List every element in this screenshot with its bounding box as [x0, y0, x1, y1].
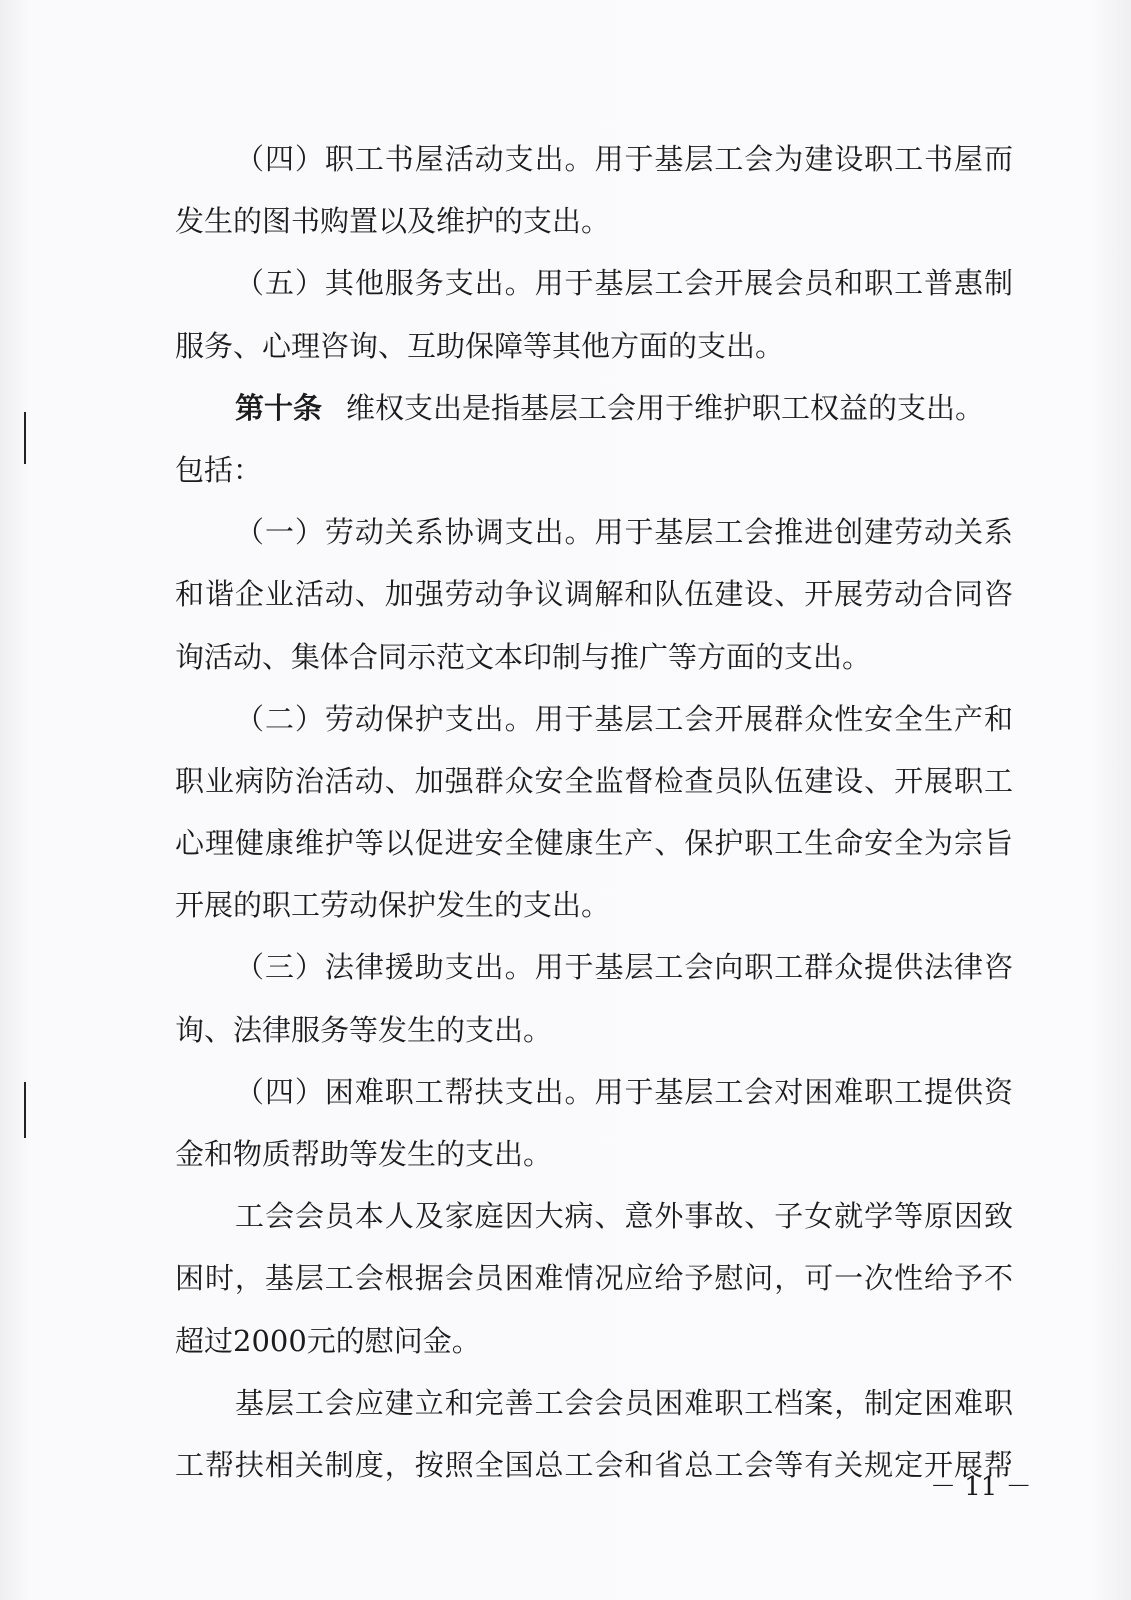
- text-line: 金和物质帮助等发生的支出。: [175, 1137, 553, 1171]
- text-line: （四）职工书屋活动支出。用于基层工会为建设职工书屋而: [235, 142, 1013, 176]
- text-line: （二）劳动保护支出。用于基层工会开展群众性安全生产和: [235, 701, 1013, 736]
- binding-mark-bottom: [24, 1082, 26, 1138]
- body-text: [175, 128, 1013, 1496]
- text-line: （三）法律援助支出。用于基层工会向职工群众提供法律咨: [235, 950, 1013, 985]
- text-line: （五）其他服务支出。用于基层工会开展会员和职工普惠制: [235, 266, 1013, 301]
- text-line: 包括：: [175, 452, 263, 487]
- binding-mark-top: [24, 412, 26, 464]
- text-line: 工帮扶相关制度，按照全国总工会和省总工会等有关规定开展帮: [175, 1447, 1013, 1482]
- page-number: － 11 －: [930, 1472, 1032, 1502]
- text-line: 基层工会应建立和完善工会会员困难职工档案，制定困难职: [235, 1385, 1013, 1420]
- text-line: 心理健康维护等以促进安全健康生产、保护职工生命安全为宗旨: [175, 826, 1013, 861]
- text-line: （一）劳动关系协调支出。用于基层工会推进创建劳动关系: [235, 515, 1013, 550]
- text-line: 询、法律服务等发生的支出。: [175, 1012, 553, 1047]
- article-heading: 第十条: [235, 390, 323, 425]
- text-line: 工会会员本人及家庭因大病、意外事故、子女就学等原因致: [235, 1199, 1013, 1234]
- text-line: 困时，基层工会根据会员困难情况应给予慰问，可一次性给予不: [175, 1261, 1013, 1296]
- text-line: 职业病防治活动、加强群众安全监督检查员队伍建设、开展职工: [175, 763, 1013, 798]
- text-line: 服务、心理咨询、互助保障等其他方面的支出。: [175, 328, 785, 363]
- article-text: 维权支出是指基层工会用于维护职工权益的支出。: [346, 390, 985, 425]
- text-line: （四）困难职工帮扶支出。用于基层工会对困难职工提供资: [235, 1074, 1013, 1109]
- text-line: 和谐企业活动、加强劳动争议调解和队伍建设、开展劳动合同咨: [175, 577, 1013, 612]
- text-line: 超过2000元的慰问金。: [175, 1323, 481, 1358]
- text-line: 询活动、集体合同示范文本印制与推广等方面的支出。: [175, 639, 872, 674]
- text-line: 开展的职工劳动保护发生的支出。: [175, 888, 611, 923]
- article-line: [175, 377, 1013, 439]
- text-line: 发生的图书购置以及维护的支出。: [175, 204, 611, 239]
